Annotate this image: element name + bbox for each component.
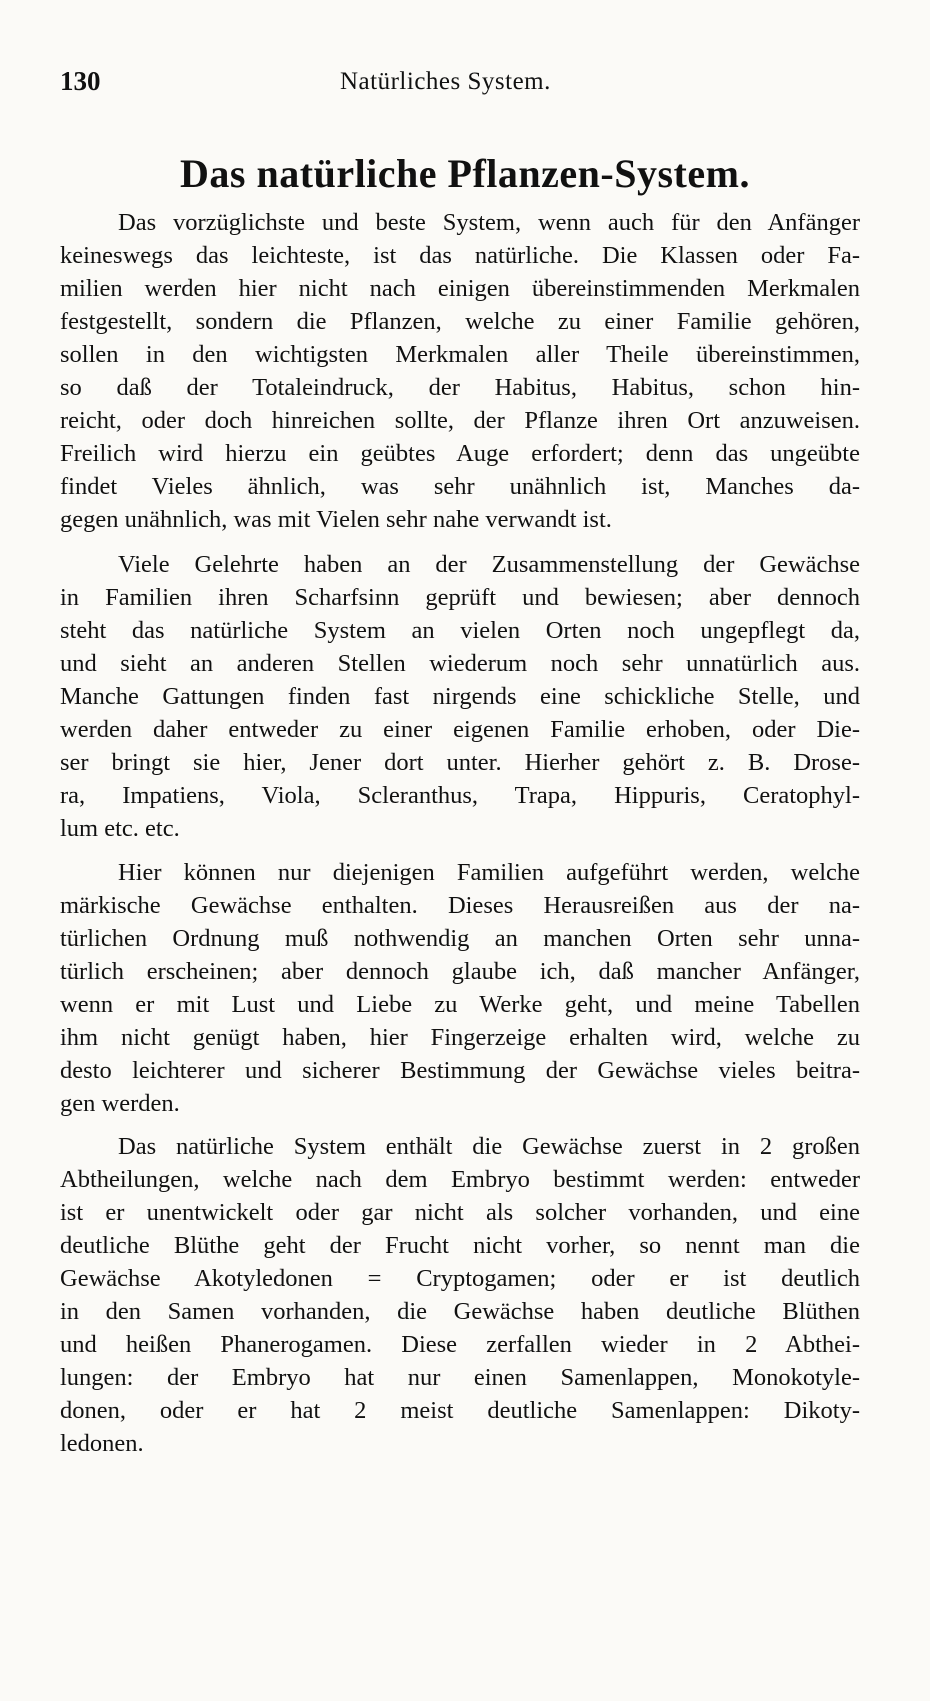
text-line: und sieht an anderen Stellen wiederum noch sehr unnatürlich aus. (60, 650, 860, 677)
text-line: findet Vieles ähnlich, was sehr unähnlich ist, Manches da- (60, 473, 860, 500)
text-line: ihm nicht genügt haben, hier Fingerzeige erhalten wird, welche zu (60, 1024, 860, 1051)
text-line: Abtheilungen, welche nach dem Embryo bestimmt werden: entweder (60, 1166, 860, 1193)
text-line: ist er unentwickelt oder gar nicht als solcher vorhanden, und eine (60, 1199, 860, 1226)
paragraph-1 (60, 206, 860, 536)
text-line: türlichen Ordnung muß nothwendig an manchen Orten sehr unna- (60, 925, 860, 952)
text-line: lungen: der Embryo hat nur einen Samenlappen, Monokotyle- (60, 1364, 860, 1391)
text-line: ra, Impatiens, Viola, Scleranthus, Trapa, Hippuris, Ceratophyl- (60, 782, 860, 809)
text-line: gen werden. (60, 1090, 180, 1117)
text-line: in den Samen vorhanden, die Gewächse haben deutliche Blüthen (60, 1298, 860, 1325)
text-line: so daß der Totaleindruck, der Habitus, Habitus, schon hin- (60, 374, 860, 401)
text-line: türlich erscheinen; aber dennoch glaube ich, daß mancher Anfänger, (60, 958, 860, 985)
text-line: märkische Gewächse enthalten. Dieses Herausreißen aus der na- (60, 892, 860, 919)
text-line: Freilich wird hierzu ein geübtes Auge erfordert; denn das ungeübte (60, 440, 860, 467)
text-line: desto leichterer und sicherer Bestimmung der Gewächse vieles beitra- (60, 1057, 860, 1084)
paragraph-3 (60, 856, 860, 1120)
text-line: Gewächse Akotyledonen = Cryptogamen; oder er ist deutlich (60, 1265, 860, 1292)
text-line: festgestellt, sondern die Pflanzen, welche zu einer Familie gehören, (60, 308, 860, 335)
text-line: ser bringt sie hier, Jener dort unter. Hierher gehört z. B. Drose- (60, 749, 860, 776)
paragraph-4 (60, 1130, 860, 1460)
text-line: Das natürliche System enthält die Gewächse zuerst in 2 großen (118, 1133, 860, 1160)
running-head (60, 66, 880, 106)
chapter-title: Das natürliche Pflanzen-System. (180, 151, 750, 196)
text-line: steht das natürliche System an vielen Orten noch ungepflegt da, (60, 617, 860, 644)
text-line: deutliche Blüthe geht der Frucht nicht vorher, so nennt man die (60, 1232, 860, 1259)
paragraph-2 (60, 548, 860, 845)
text-line: keineswegs das leichteste, ist das natürliche. Die Klassen oder Fa- (60, 242, 860, 269)
text-line: ledonen. (60, 1430, 144, 1457)
running-title: Natürliches System. (340, 68, 551, 95)
text-line: in Familien ihren Scharfsinn geprüft und bewiesen; aber dennoch (60, 584, 860, 611)
text-line: und heißen Phanerogamen. Diese zerfallen wieder in 2 Abthei- (60, 1331, 860, 1358)
text-line: Manche Gattungen finden fast nirgends eine schickliche Stelle, und (60, 683, 860, 710)
text-line: reicht, oder doch hinreichen sollte, der Pflanze ihren Ort anzuweisen. (60, 407, 860, 434)
text-line: gegen unähnlich, was mit Vielen sehr nahe verwandt ist. (60, 506, 612, 533)
text-line: lum etc. etc. (60, 815, 180, 842)
text-line: Hier können nur diejenigen Familien aufgeführt werden, welche (118, 859, 860, 886)
text-line: Das vorzüglichste und beste System, wenn auch für den Anfänger (118, 209, 860, 236)
text-line: donen, oder er hat 2 meist deutliche Samenlappen: Dikoty- (60, 1397, 860, 1424)
text-line: wenn er mit Lust und Liebe zu Werke geht, und meine Tabellen (60, 991, 860, 1018)
text-line: werden daher entweder zu einer eigenen Familie erhoben, oder Die- (60, 716, 860, 743)
page-number: 130 (60, 66, 101, 96)
text-line: milien werden hier nicht nach einigen übereinstimmenden Merkmalen (60, 275, 860, 302)
text-line: sollen in den wichtigsten Merkmalen aller Theile übereinstimmen, (60, 341, 860, 368)
text-line: Viele Gelehrte haben an der Zusammenstellung der Gewächse (118, 551, 860, 578)
